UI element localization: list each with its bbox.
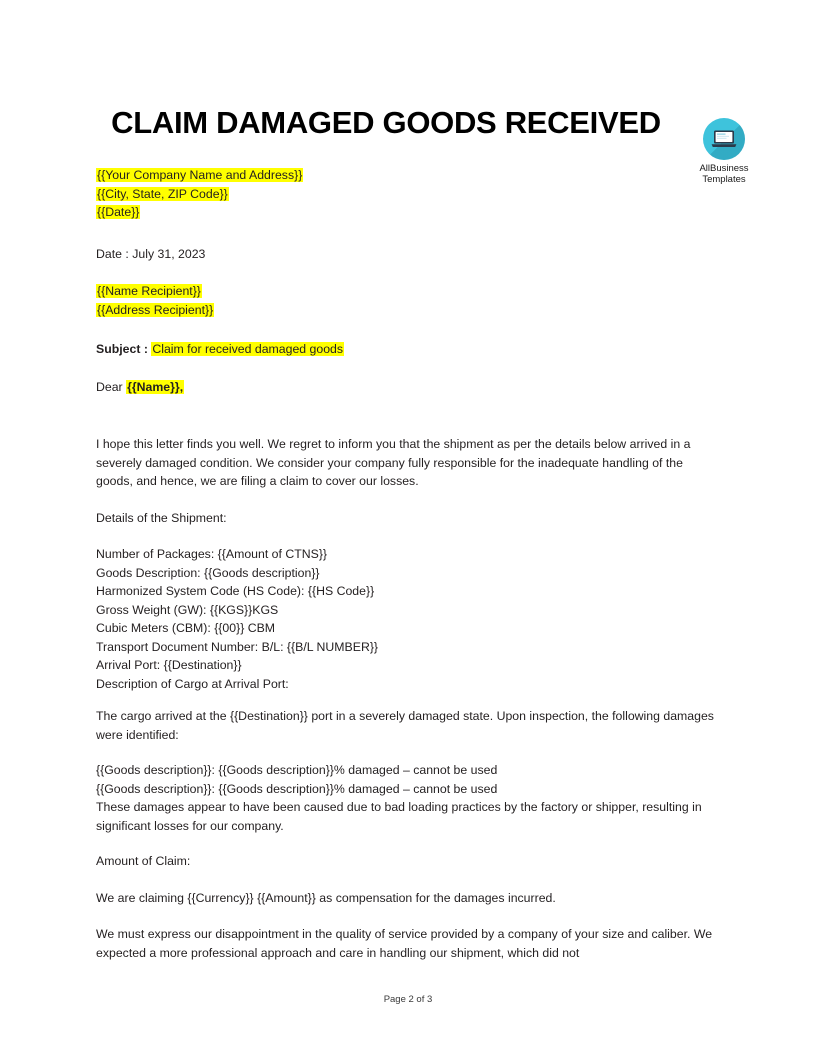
list-item: Arrival Port: {{Destination}} — [96, 658, 242, 672]
list-item: Description of Cargo at Arrival Port: — [96, 676, 289, 691]
date-line — [96, 245, 656, 264]
logo-caption-line1: AllBusiness — [699, 163, 749, 174]
sender-date-placeholder: {{Date}} — [97, 205, 140, 219]
shipment-details-list — [96, 545, 718, 693]
details-heading: Details of the Shipment: — [96, 511, 227, 525]
recipient-name: {{Name Recipient}} — [97, 284, 201, 298]
logo-caption-line2: Templates — [702, 174, 746, 185]
page-footer: Page 2 of 3 — [383, 994, 433, 1005]
claim-heading: Amount of Claim: — [96, 854, 191, 868]
allbusiness-templates-logo — [685, 118, 763, 185]
greeting-line — [96, 378, 656, 397]
greeting-label: Dear — [96, 380, 127, 394]
claim-paragraph: We are claiming {{Currency}} {{Amount}} as compensation for the damages incurred. — [96, 891, 556, 905]
logo-caption — [685, 163, 763, 185]
laptop-icon — [703, 118, 745, 160]
subject-label: Subject : — [96, 342, 152, 356]
damage-lines — [96, 761, 718, 798]
list-item: {{Goods description}}: {{Goods description}}% damaged – cannot be used — [96, 763, 498, 777]
date-label: Date : — [96, 247, 133, 261]
sender-company: {{Your Company Name and Address}} — [97, 168, 303, 182]
laptop-glyph — [711, 129, 737, 149]
list-item: {{Goods description}}: {{Goods description}}% damaged – cannot be used — [96, 781, 498, 796]
intro-paragraph: I hope this letter finds you well. We regret to inform you that the shipment as per the details below arrived in a severely damaged condition. We consider your company fully responsible for the inadequate handling of the goods, and hence, we are filing a claim to cover our losses. — [96, 437, 691, 488]
recipient-block — [96, 282, 656, 319]
closing-paragraph: We must express our disappointment in the quality of service provided by a company of your size and caliber. We expected a more professional approach and care in handling our shipment, which did not — [96, 927, 713, 960]
sender-block — [96, 166, 656, 222]
cargo-paragraph: The cargo arrived at the {{Destination}} port in a severely damaged state. Upon inspection, the following damages were identified: — [96, 709, 714, 742]
list-item: Gross Weight (GW): {{KGS}}KGS — [96, 602, 279, 617]
subject-line — [96, 340, 656, 359]
list-item: Goods Description: {{Goods description}} — [96, 565, 320, 580]
list-item: Cubic Meters (CBM): {{00}} CBM — [96, 621, 276, 635]
date-value: July 31, 2023 — [132, 247, 206, 261]
list-item: Harmonized System Code (HS Code): {{HS Code}} — [96, 584, 375, 598]
damage-cause-paragraph: These damages appear to have been caused due to bad loading practices by the factory or shipper, resulting in significant losses for our company. — [96, 800, 702, 833]
recipient-address: {{Address Recipient}} — [97, 302, 214, 317]
greeting-value: {{Name}}, — [127, 380, 184, 394]
subject-value: Claim for received damaged goods — [152, 342, 344, 356]
page-title: CLAIM DAMAGED GOODS RECEIVED — [111, 105, 661, 140]
sender-city-state-zip: {{City, State, ZIP Code}} — [97, 186, 228, 201]
list-item: Transport Document Number: B/L: {{B/L NUMBER}} — [96, 639, 379, 654]
list-item: Number of Packages: {{Amount of CTNS}} — [96, 547, 328, 561]
